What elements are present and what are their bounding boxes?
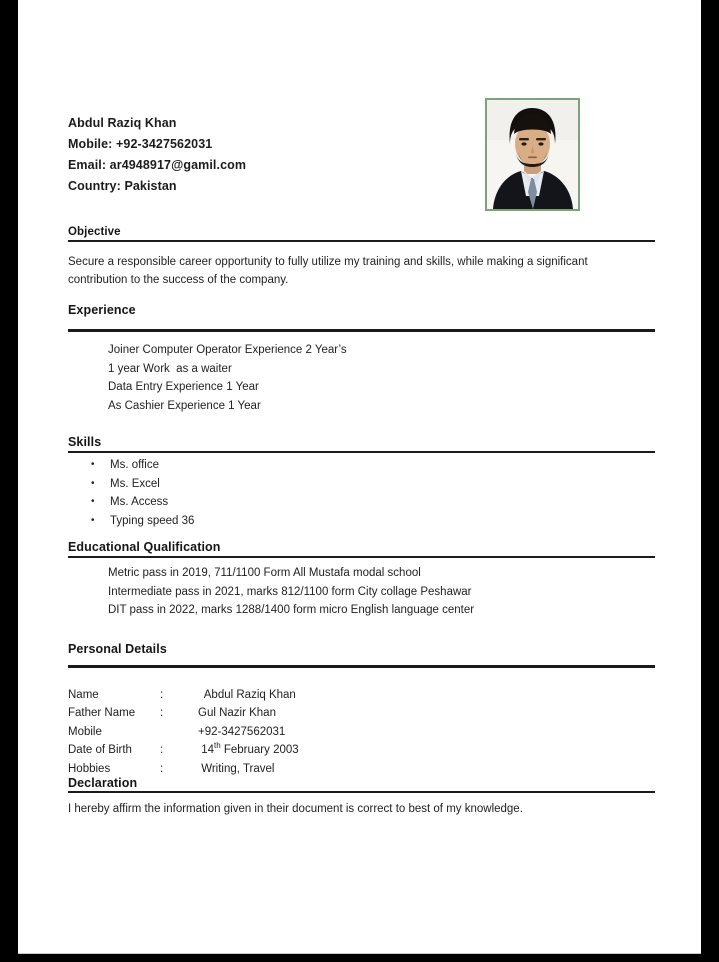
skills-list	[91, 456, 194, 531]
objective-rule	[68, 240, 655, 242]
personal-row	[68, 723, 488, 741]
applicant-name: Abdul Raziq Khan	[68, 116, 177, 130]
personal-rows	[68, 686, 488, 778]
education-rule	[68, 556, 655, 558]
experience-item: 1 year Work as a waiter	[108, 362, 232, 375]
experience-rule	[68, 329, 655, 332]
personal-row-label: Mobile	[68, 725, 102, 738]
experience-item: Data Entry Experience 1 Year	[108, 381, 259, 393]
experience-list	[108, 341, 347, 415]
declaration-heading: Declaration	[68, 776, 138, 790]
applicant-photo	[485, 98, 580, 211]
personal-row-value: 14th February 2003	[198, 741, 299, 757]
skills-rule	[68, 451, 655, 453]
education-list	[108, 564, 474, 620]
personal-row-label: Date of Birth	[68, 744, 132, 757]
personal-rule	[68, 665, 655, 668]
personal-row	[68, 741, 488, 759]
portrait-illustration	[487, 100, 578, 209]
skills-heading: Skills	[68, 435, 102, 449]
skill-item-label: Ms. Access	[110, 496, 169, 509]
objective-heading: Objective	[68, 226, 121, 238]
personal-row-value: +92-3427562031	[198, 725, 286, 738]
education-item: Intermediate pass in 2021, marks 812/1100 form City collage Peshawar	[108, 585, 472, 598]
skill-item-label: Typing speed 36	[110, 515, 195, 528]
personal-row-colon	[160, 723, 198, 741]
bullet-icon: •	[91, 515, 95, 527]
personal-row-value: Writing, Travel	[198, 762, 275, 775]
personal-row-label: Hobbies	[68, 762, 111, 775]
skill-item	[91, 456, 194, 475]
personal-row-colon: :	[160, 707, 164, 720]
bullet-icon: •	[91, 459, 95, 470]
education-item: Metric pass in 2019, 711/1100 Form All Mustafa modal school	[108, 567, 421, 579]
contact-country: Country: Pakistan	[68, 179, 177, 193]
personal-row-label: Father Name	[68, 707, 136, 720]
skill-item-label: Ms. office	[110, 459, 159, 471]
contact-mobile: Mobile: +92-3427562031	[68, 137, 213, 151]
personal-row-value: Abdul Raziq Khan	[198, 689, 296, 701]
personal-row-value: Gul Nazir Khan	[198, 707, 276, 720]
skill-item	[91, 493, 194, 512]
contact-block	[68, 113, 246, 197]
skill-item	[91, 475, 194, 494]
personal-heading: Personal Details	[68, 642, 167, 656]
personal-row	[68, 686, 488, 704]
contact-email: Email: ar4948917@gamil.com	[68, 158, 247, 172]
declaration-text: I hereby affirm the information given in their document is correct to best of my knowledge.	[68, 803, 523, 815]
bullet-icon: •	[91, 496, 95, 508]
resume-page	[18, 0, 701, 954]
objective-text: Secure a responsible career opportunity to fully utilize my training and skills, while making a significant contribution to the success of the company.	[68, 256, 588, 286]
declaration-rule	[68, 791, 655, 793]
experience-item: As Cashier Experience 1 Year	[108, 399, 261, 412]
experience-heading: Experience	[68, 303, 136, 317]
education-heading: Educational Qualification	[68, 540, 221, 554]
personal-row-colon: :	[160, 744, 164, 757]
skill-item	[91, 512, 194, 531]
personal-row-colon: :	[160, 689, 164, 701]
education-item: DIT pass in 2022, marks 1288/1400 form micro English language center	[108, 604, 475, 616]
personal-row-colon: :	[160, 762, 164, 775]
experience-item: Joiner Computer Operator Experience 2 Year’s	[108, 344, 347, 356]
skill-item-label: Ms. Excel	[110, 477, 160, 490]
personal-row	[68, 704, 488, 722]
bullet-icon: •	[91, 477, 95, 489]
personal-row-label: Name	[68, 689, 99, 701]
